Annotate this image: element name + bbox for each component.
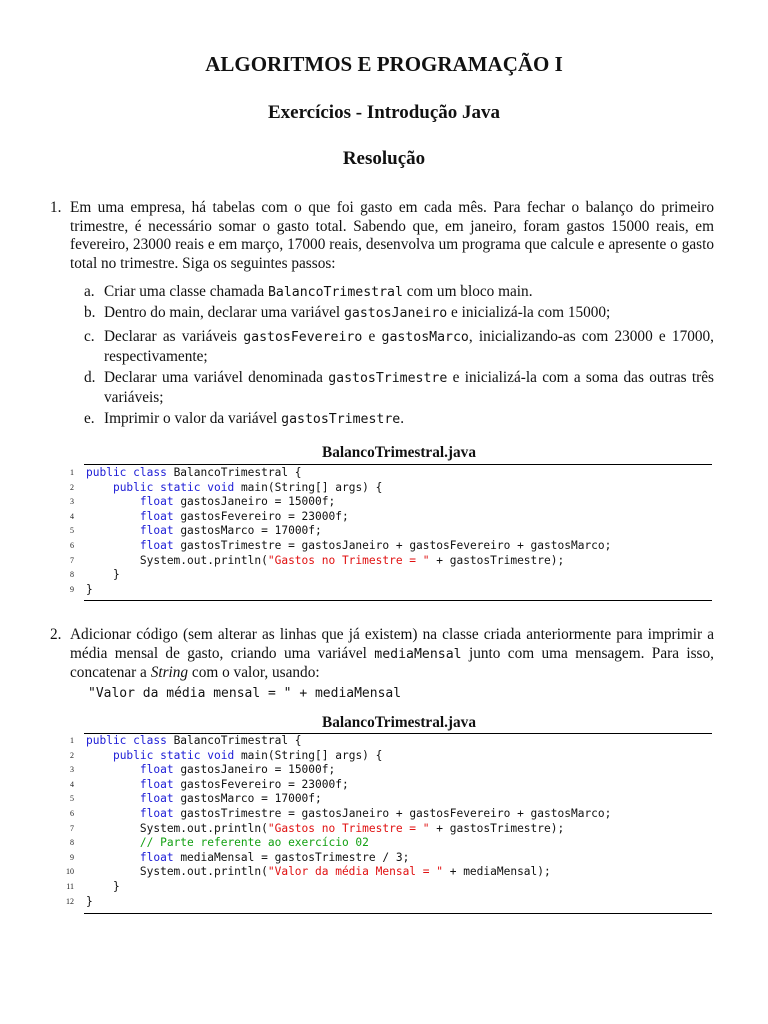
line-number: 7 — [70, 555, 74, 565]
code-token: gastosJaneiro = 15000f; — [173, 763, 336, 777]
code-token — [86, 510, 140, 523]
code-token — [86, 792, 140, 805]
step-item — [84, 369, 714, 407]
step-letter: d. — [84, 369, 96, 386]
line-number: 5 — [70, 794, 74, 804]
step-item — [84, 328, 714, 366]
code-string: "Gastos no Trimestre = " — [267, 821, 430, 835]
code-line — [50, 481, 714, 496]
line-number: 3 — [70, 497, 74, 507]
code-token: gastosMarco = 17000f; — [173, 792, 322, 806]
question-text-part: com o valor, usando: — [188, 664, 320, 682]
code-source — [86, 539, 611, 554]
step-letter: c. — [84, 328, 95, 345]
step-text-part: e inicializá-la com a soma das outras três variáveis; — [104, 369, 714, 406]
line-number: 6 — [70, 540, 74, 550]
code-token — [86, 524, 140, 537]
code-line — [50, 583, 714, 598]
code-source — [86, 807, 611, 822]
code-source — [86, 749, 382, 764]
code-source — [86, 880, 120, 895]
code-source — [86, 836, 369, 851]
concat-expression: "Valor da média mensal = " + mediaMensal — [88, 686, 402, 701]
code-keyword: float — [139, 495, 174, 509]
step-item — [84, 410, 714, 430]
emphasis: String — [150, 664, 189, 682]
code-line — [50, 539, 714, 554]
exercise-subtitle: Exercícios - Introdução Java — [267, 102, 501, 123]
code-token — [86, 836, 140, 849]
step-letter: a. — [84, 283, 95, 300]
code-token: + gastosTrimestre); — [429, 821, 565, 835]
code-keyword: float — [139, 524, 174, 538]
step-text-part: com um bloco main. — [402, 283, 533, 300]
step-text-part: Declarar uma variável denominada — [104, 369, 329, 386]
code-source — [86, 481, 382, 496]
line-number: 2 — [70, 482, 74, 492]
step-text-part: e — [362, 328, 382, 345]
code-source — [86, 865, 551, 880]
step-text-part: , inicializando-as com 23000 e 17000, respectivamente; — [104, 328, 714, 365]
code-token — [86, 749, 113, 762]
line-number: 8 — [70, 838, 74, 848]
line-number: 9 — [70, 584, 74, 594]
listing-2-filename: BalancoTrimestral.java — [322, 714, 476, 731]
code-token — [86, 807, 140, 820]
line-number: 7 — [70, 823, 74, 833]
code-token: + gastosTrimestre); — [429, 553, 565, 567]
step-text-part: Imprimir o valor da variável — [104, 410, 282, 427]
inline-code: mediaMensal — [374, 646, 462, 662]
code-token: + mediaMensal); — [442, 865, 551, 879]
code-line — [50, 568, 714, 583]
code-source — [86, 822, 564, 837]
course-title: ALGORITMOS E PROGRAMAÇÃO I — [205, 52, 563, 76]
code-source — [86, 895, 93, 910]
code-token: } — [86, 568, 120, 582]
code-source — [86, 851, 409, 866]
code-keyword: public static void — [112, 748, 235, 762]
code-line — [50, 554, 714, 569]
code-keyword: float — [139, 509, 174, 523]
code-line — [50, 865, 714, 880]
code-line — [50, 792, 714, 807]
code-comment: // Parte referente ao exercício 02 — [139, 836, 369, 850]
step-text — [104, 369, 714, 407]
step-text-part: e inicializá-la com 15000; — [447, 304, 611, 321]
code-token — [86, 539, 140, 552]
step-text-part: Declarar as variáveis — [104, 328, 244, 345]
code-token: System.out.println( — [86, 821, 268, 835]
code-token: System.out.println( — [86, 553, 268, 567]
code-line — [50, 466, 714, 481]
question-2 — [50, 626, 714, 683]
question-text-part: junto com uma mensagem. Para isso, concatenar a — [70, 644, 714, 682]
code-token: System.out.println( — [86, 865, 268, 879]
question-1 — [50, 199, 714, 273]
code-keyword: public static void — [112, 480, 235, 494]
line-number: 1 — [70, 736, 74, 745]
code-line — [50, 495, 714, 510]
code-token: mediaMensal = gastosTrimestre / 3; — [173, 850, 410, 864]
step-text — [104, 283, 714, 303]
code-line — [50, 895, 714, 910]
step-text — [104, 328, 714, 366]
code-keyword: float — [139, 763, 174, 777]
code-token: } — [86, 582, 93, 596]
code-source — [86, 495, 335, 510]
code-token: } — [86, 894, 93, 908]
code-token: gastosTrimestre = gastosJaneiro + gastosFevereiro + gastosMarco; — [173, 806, 612, 820]
line-number: 2 — [70, 750, 74, 760]
line-number: 12 — [66, 896, 74, 906]
inline-code: BalancoTrimestral — [267, 285, 403, 300]
code-token — [86, 763, 140, 776]
step-letter: b. — [84, 304, 96, 321]
code-source — [86, 510, 349, 525]
code-keyword: public class — [86, 734, 167, 747]
code-source — [86, 568, 120, 583]
section-title: Resolução — [342, 148, 426, 169]
code-source — [86, 734, 302, 749]
listing-2-code — [50, 734, 714, 909]
inline-code: gastosTrimestre — [328, 371, 448, 386]
step-text-part: Criar uma classe chamada — [104, 283, 268, 300]
code-token — [86, 778, 140, 791]
code-line — [50, 749, 714, 764]
code-token: main(String[] args) { — [234, 480, 383, 494]
code-keyword: float — [139, 792, 174, 806]
code-source — [86, 524, 322, 539]
question-number: 1. — [50, 199, 62, 216]
inline-code: gastosJaneiro — [343, 306, 448, 321]
step-text — [104, 304, 714, 324]
listing-1-top-rule — [84, 464, 712, 465]
inline-code: gastosMarco — [381, 330, 469, 345]
code-source — [86, 763, 335, 778]
code-keyword: float — [139, 777, 174, 791]
code-line — [50, 836, 714, 851]
code-keyword: float — [139, 538, 174, 552]
line-number: 9 — [70, 852, 74, 862]
line-number: 5 — [70, 526, 74, 536]
code-token: BalancoTrimestral { — [166, 466, 302, 479]
question-text-part: Adicionar código (sem alterar as linhas que já existem) na classe criada anteriormente para imprimir a média mensal de gasto, criando uma variável — [70, 626, 714, 662]
code-line — [50, 510, 714, 525]
code-line — [50, 763, 714, 778]
listing-1-code — [50, 466, 714, 597]
code-token: gastosJaneiro = 15000f; — [173, 495, 336, 509]
step-text-part: Dentro do main, declarar uma variável — [104, 304, 344, 321]
code-line — [50, 807, 714, 822]
code-token: gastosFevereiro = 23000f; — [173, 509, 349, 523]
code-source — [86, 792, 322, 807]
code-token — [86, 481, 113, 494]
step-letter: e. — [84, 410, 95, 427]
step-item — [84, 304, 714, 324]
listing-1-filename: BalancoTrimestral.java — [322, 444, 476, 461]
code-line — [50, 880, 714, 895]
code-token: main(String[] args) { — [234, 748, 383, 762]
listing-1-bottom-rule — [84, 600, 712, 601]
step-text — [104, 410, 714, 430]
line-number: 4 — [70, 779, 74, 789]
line-number: 1 — [70, 468, 74, 477]
inline-code: gastosFevereiro — [243, 330, 363, 345]
line-number: 3 — [70, 765, 74, 775]
code-token: gastosTrimestre = gastosJaneiro + gastosFevereiro + gastosMarco; — [173, 538, 612, 552]
line-number: 8 — [70, 570, 74, 580]
code-source — [86, 466, 302, 481]
code-token: gastosFevereiro = 23000f; — [173, 777, 349, 791]
code-source — [86, 554, 564, 569]
code-line — [50, 851, 714, 866]
code-token: } — [86, 879, 120, 893]
code-token — [86, 851, 140, 864]
code-source — [86, 583, 93, 598]
code-string: "Gastos no Trimestre = " — [267, 553, 430, 567]
code-keyword: float — [139, 806, 174, 820]
code-keyword: public class — [86, 466, 167, 479]
line-number: 10 — [66, 867, 74, 877]
code-token: gastosMarco = 17000f; — [173, 524, 322, 538]
step-item — [84, 283, 714, 303]
inline-code: gastosTrimestre — [281, 412, 401, 427]
code-line — [50, 822, 714, 837]
line-number: 4 — [70, 511, 74, 521]
question-number: 2. — [50, 626, 62, 643]
code-line — [50, 524, 714, 539]
code-line — [50, 778, 714, 793]
code-string: "Valor da média Mensal = " — [267, 865, 443, 879]
code-keyword: float — [139, 850, 174, 864]
line-number: 6 — [70, 808, 74, 818]
line-number: 11 — [66, 881, 74, 891]
step-text-part: . — [400, 410, 405, 427]
code-line — [50, 734, 714, 749]
question-text: Em uma empresa, há tabelas com o que foi gasto em cada mês. Para fechar o balanço do primeiro trimestre, é necessário somar o gasto total. Sabendo que, em janeiro, foram gastos 15000 reais, em fevereiro, 23000 reais e em março, 17000 reais, desenvolva um programa que calcule e apresente o gasto total no trimestre. Siga os seguintes passos: — [70, 199, 714, 272]
code-token: BalancoTrimestral { — [166, 734, 302, 747]
question-text — [70, 626, 714, 683]
code-token — [86, 495, 140, 508]
code-source — [86, 778, 349, 793]
listing-2-bottom-rule — [84, 913, 712, 914]
